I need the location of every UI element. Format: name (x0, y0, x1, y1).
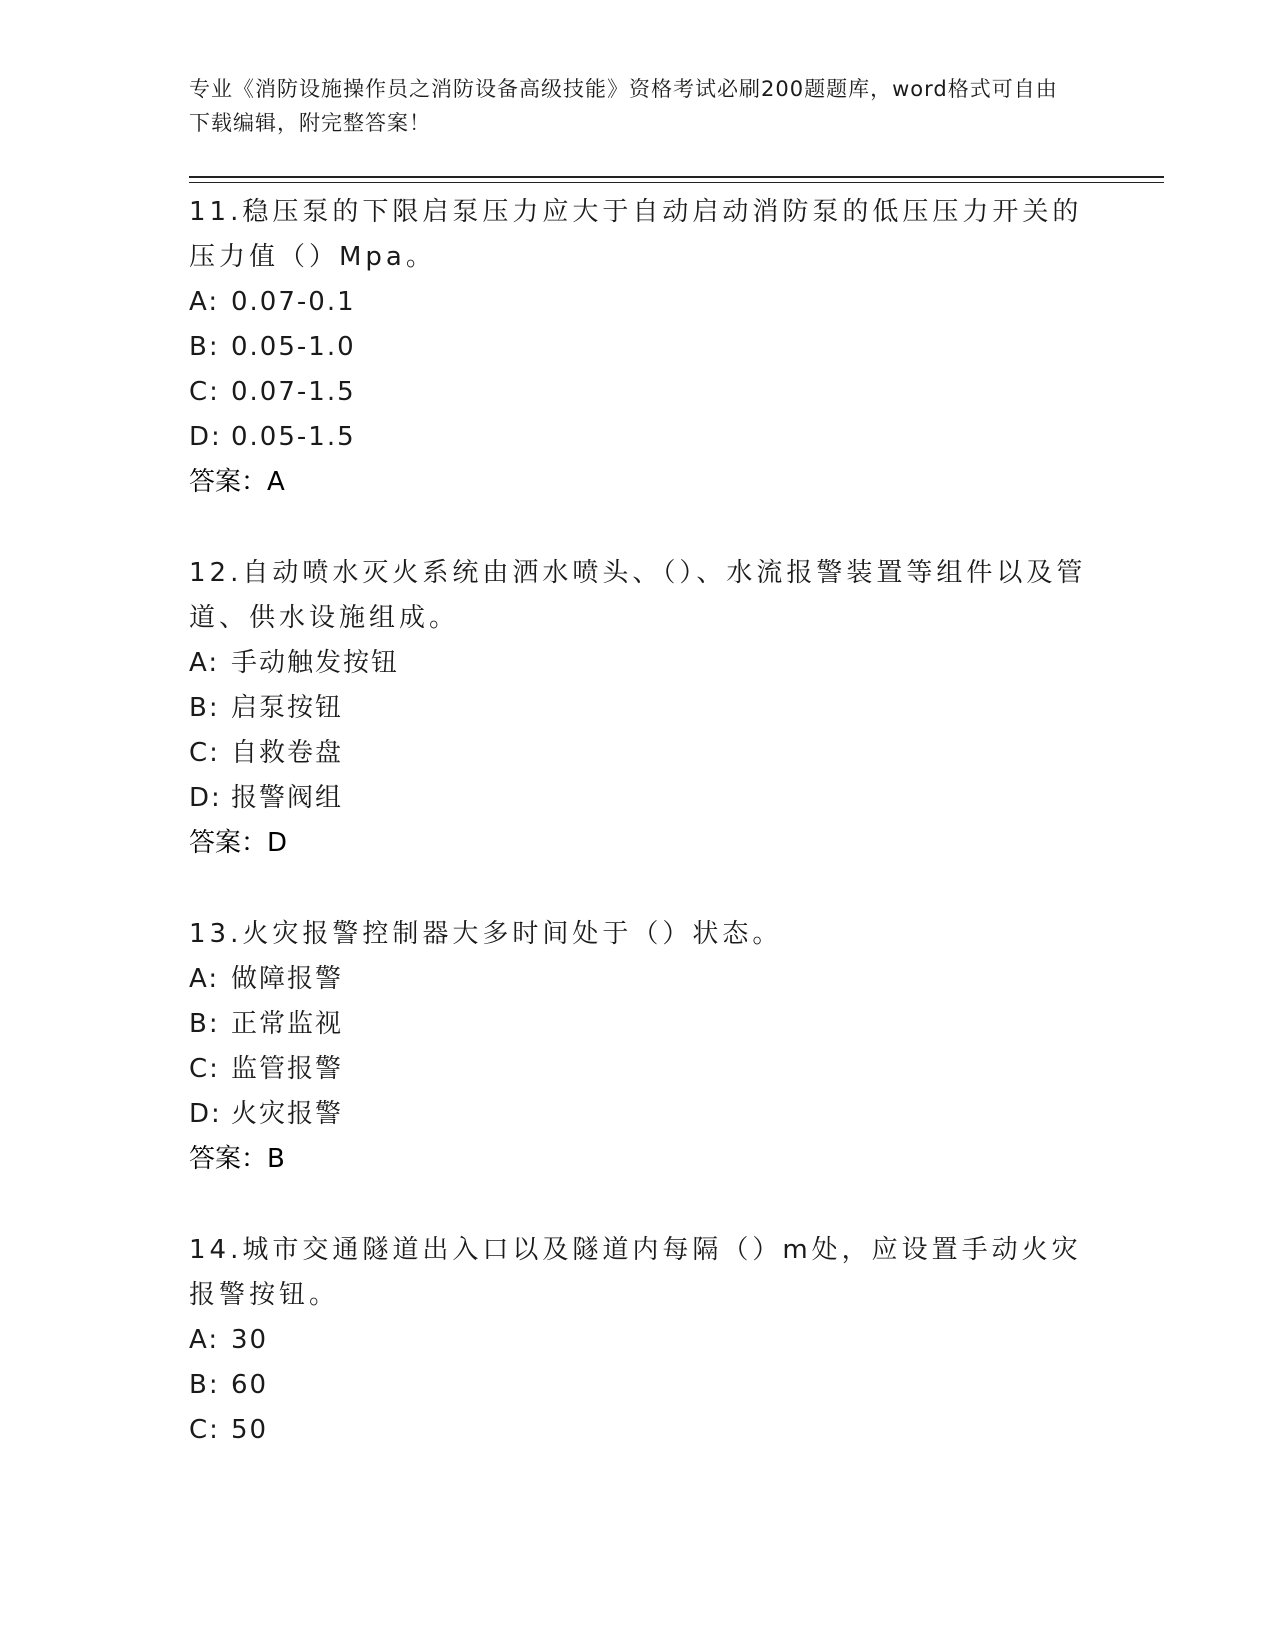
option-b (189, 325, 1089, 370)
option-letter: A: (189, 964, 220, 994)
option-letter: A: (189, 648, 220, 678)
question-stem: 11.稳压泵的下限启泵压力应大于自动启动消防泵的低压压力开关的压力值（）Mpa。 (189, 197, 1083, 272)
option-letter: C: (189, 1054, 220, 1084)
option-letter: B: (189, 1370, 220, 1400)
question-list (189, 190, 1089, 1499)
option-text: 监管报警 (231, 1054, 344, 1084)
option-c (189, 731, 1089, 776)
question-14 (189, 1228, 1089, 1453)
option-letter: A: (189, 287, 220, 317)
option-letter: D: (189, 422, 222, 452)
option-d (189, 1092, 1089, 1137)
option-letter: B: (189, 693, 220, 723)
option-text: 做障报警 (231, 964, 344, 994)
header-divider-thick (189, 176, 1164, 178)
header-divider-thin (189, 182, 1164, 183)
option-letter: C: (189, 377, 220, 407)
option-text: 0.07-0.1 (231, 287, 356, 317)
option-text: 0.05-1.0 (231, 332, 356, 362)
option-text: 自救卷盘 (231, 738, 344, 768)
option-c (189, 1047, 1089, 1092)
option-b (189, 1002, 1089, 1047)
option-a (189, 1318, 1089, 1363)
question-11 (189, 190, 1089, 505)
option-letter: D: (189, 1099, 222, 1129)
option-letter: A: (189, 1325, 220, 1355)
option-d (189, 415, 1089, 460)
option-text: 0.05-1.5 (231, 422, 356, 452)
option-text: 启泵按钮 (231, 693, 344, 723)
option-d (189, 776, 1089, 821)
option-a (189, 641, 1089, 686)
answer-line: 答案：A (189, 467, 285, 497)
option-letter: D: (189, 783, 222, 813)
option-text: 30 (231, 1325, 269, 1355)
option-text: 正常监视 (231, 1009, 344, 1039)
option-b (189, 686, 1089, 731)
option-a (189, 280, 1089, 325)
question-13 (189, 912, 1089, 1182)
question-stem: 13.火灾报警控制器大多时间处于（）状态。 (189, 919, 783, 949)
option-text: 50 (231, 1415, 269, 1445)
option-c (189, 370, 1089, 415)
option-c (189, 1408, 1089, 1453)
option-text: 0.07-1.5 (231, 377, 356, 407)
option-text: 手动触发按钮 (231, 648, 400, 678)
document-header: 专业《消防设施操作员之消防设备高级技能》资格考试必刷200题题库，word格式可自由下载编辑，附完整答案！ (189, 77, 1058, 135)
option-letter: C: (189, 1415, 220, 1445)
answer-line: 答案：D (189, 828, 288, 858)
option-b (189, 1363, 1089, 1408)
option-text: 火灾报警 (231, 1099, 344, 1129)
option-letter: B: (189, 332, 220, 362)
option-text: 60 (231, 1370, 269, 1400)
question-stem: 14.城市交通隧道出入口以及隧道内每隔（）m处，应设置手动火灾报警按钮。 (189, 1235, 1082, 1310)
question-12 (189, 551, 1089, 866)
option-letter: C: (189, 738, 220, 768)
option-a (189, 957, 1089, 1002)
question-stem: 12.自动喷水灭火系统由洒水喷头、（）、水流报警装置等组件以及管道、供水设施组成。 (189, 558, 1087, 633)
option-letter: B: (189, 1009, 220, 1039)
answer-line: 答案：B (189, 1144, 285, 1174)
option-text: 报警阀组 (231, 783, 344, 813)
